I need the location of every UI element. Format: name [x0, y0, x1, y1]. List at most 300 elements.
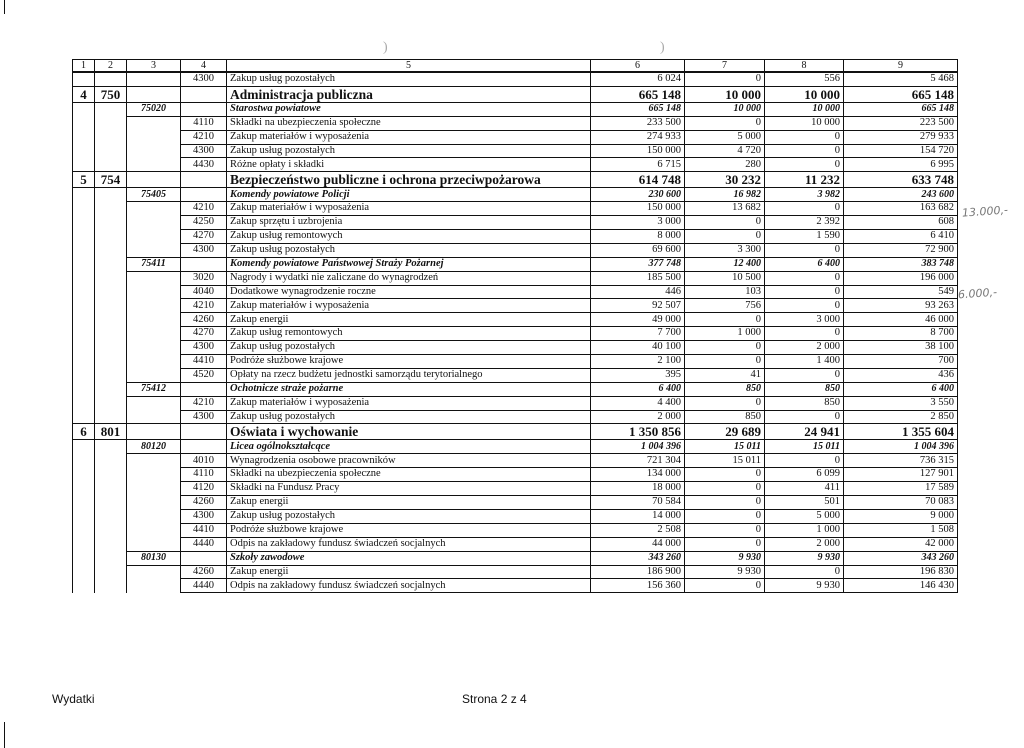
rozdzial-cell [127, 271, 181, 285]
rozdzial-cell [127, 482, 181, 496]
page-number: Strona 2 z 4 [462, 692, 527, 706]
plan-po-zmianach-cell: 608 [844, 216, 958, 230]
rozdzial-cell: 80120 [127, 440, 181, 454]
zmniejszenia-cell: 411 [765, 482, 844, 496]
plan-cell: 1 350 856 [591, 424, 685, 440]
dzial-cell [73, 355, 95, 369]
plan-cell: 446 [591, 285, 685, 299]
paragraf-cell [181, 551, 227, 565]
plan-po-zmianach-cell: 1 508 [844, 523, 958, 537]
table-row [73, 579, 958, 593]
zwiekszenia-cell: 9 930 [685, 565, 765, 579]
plan-cell: 395 [591, 368, 685, 382]
rozdzial-cell [127, 579, 181, 593]
plan-cell: 92 507 [591, 299, 685, 313]
paragraf-cell: 4210 [181, 396, 227, 410]
zmniejszenia-cell: 2 392 [765, 216, 844, 230]
zmniejszenia-cell: 0 [765, 158, 844, 172]
paragraf-cell: 4210 [181, 299, 227, 313]
plan-po-zmianach-cell: 5 468 [844, 72, 958, 86]
plan-po-zmianach-cell: 700 [844, 355, 958, 369]
rozdzial-cell [127, 410, 181, 424]
zmniejszenia-cell: 0 [765, 565, 844, 579]
rozdzial-prefix-cell [95, 468, 127, 482]
zwiekszenia-cell: 0 [685, 216, 765, 230]
zmniejszenia-cell: 2 000 [765, 537, 844, 551]
zwiekszenia-cell: 0 [685, 523, 765, 537]
dzial-cell [73, 188, 95, 202]
tresc-cell: Zakup usług pozostałych [227, 243, 591, 257]
dzial-cell [73, 551, 95, 565]
tresc-cell: Szkoły zawodowe [227, 551, 591, 565]
rozdzial-prefix-cell [95, 285, 127, 299]
rozdzial-cell [127, 424, 181, 440]
left-margin-line [4, 722, 5, 748]
plan-po-zmianach-cell: 383 748 [844, 257, 958, 271]
tresc-cell: Zakup usług pozostałych [227, 410, 591, 424]
dzial-cell [73, 482, 95, 496]
plan-cell: 6 715 [591, 158, 685, 172]
dzial-cell [73, 396, 95, 410]
rozdzial-cell [127, 537, 181, 551]
rozdzial-prefix-cell [95, 144, 127, 158]
plan-po-zmianach-cell: 6 400 [844, 382, 958, 396]
plan-po-zmianach-cell: 42 000 [844, 537, 958, 551]
tresc-cell: Zakup sprzętu i uzbrojenia [227, 216, 591, 230]
subsection-row [73, 440, 958, 454]
zmniejszenia-cell: 1 400 [765, 355, 844, 369]
zmniejszenia-cell: 0 [765, 202, 844, 216]
dzial-cell [73, 285, 95, 299]
plan-cell: 721 304 [591, 454, 685, 468]
paragraf-cell: 4260 [181, 565, 227, 579]
zmniejszenia-cell: 15 011 [765, 440, 844, 454]
rozdzial-cell [127, 72, 181, 86]
dzial-cell [73, 144, 95, 158]
zwiekszenia-cell: 3 300 [685, 243, 765, 257]
tresc-cell: Opłaty na rzecz budżetu jednostki samorządu terytorialnego [227, 368, 591, 382]
rozdzial-prefix-cell [95, 130, 127, 144]
rozdzial-prefix-cell [95, 158, 127, 172]
tresc-cell: Różne opłaty i składki [227, 158, 591, 172]
dzial-cell: 6 [73, 424, 95, 440]
rozdzial-cell [127, 86, 181, 102]
zmniejszenia-cell: 5 000 [765, 509, 844, 523]
plan-po-zmianach-cell: 665 148 [844, 86, 958, 102]
dzial-cell [73, 368, 95, 382]
tresc-cell: Zakup usług pozostałych [227, 509, 591, 523]
zmniejszenia-cell: 0 [765, 299, 844, 313]
rozdzial-cell [127, 523, 181, 537]
table-row [73, 396, 958, 410]
dzial-cell [73, 202, 95, 216]
table-row [73, 116, 958, 130]
section-row [73, 172, 958, 188]
header-cell: 6 [591, 60, 685, 73]
paragraf-cell: 4300 [181, 509, 227, 523]
rozdzial-prefix-cell [95, 243, 127, 257]
dzial-cell [73, 130, 95, 144]
tresc-cell: Komendy powiatowe Policji [227, 188, 591, 202]
rozdzial-prefix-cell [95, 313, 127, 327]
tresc-cell: Administracja publiczna [227, 86, 591, 102]
zwiekszenia-cell: 13 682 [685, 202, 765, 216]
rozdzial-cell [127, 313, 181, 327]
dzial-cell [73, 230, 95, 244]
plan-po-zmianach-cell: 1 355 604 [844, 424, 958, 440]
table-row [73, 410, 958, 424]
zwiekszenia-cell: 756 [685, 299, 765, 313]
zwiekszenia-cell: 9 930 [685, 551, 765, 565]
rozdzial-prefix-cell [95, 396, 127, 410]
dzial-cell [73, 440, 95, 454]
paragraf-cell: 4040 [181, 285, 227, 299]
rozdzial-cell [127, 285, 181, 299]
dzial-cell [73, 313, 95, 327]
dzial-cell [73, 102, 95, 116]
table-row [73, 202, 958, 216]
table-row [73, 299, 958, 313]
paragraf-cell: 3020 [181, 271, 227, 285]
rozdzial-prefix-cell [95, 102, 127, 116]
tresc-cell: Nagrody i wydatki nie zaliczane do wynagrodzeń [227, 271, 591, 285]
plan-cell: 18 000 [591, 482, 685, 496]
plan-cell: 343 260 [591, 551, 685, 565]
plan-po-zmianach-cell: 2 850 [844, 410, 958, 424]
plan-cell: 6 024 [591, 72, 685, 86]
paragraf-cell: 4210 [181, 202, 227, 216]
paragraf-cell: 4410 [181, 523, 227, 537]
plan-cell: 14 000 [591, 509, 685, 523]
paragraf-cell [181, 188, 227, 202]
table-row [73, 230, 958, 244]
rozdzial-cell [127, 396, 181, 410]
paragraf-cell: 4120 [181, 482, 227, 496]
paragraf-cell: 4250 [181, 216, 227, 230]
zwiekszenia-cell: 0 [685, 341, 765, 355]
subsection-row [73, 551, 958, 565]
rozdzial-prefix-cell [95, 355, 127, 369]
plan-po-zmianach-cell: 3 550 [844, 396, 958, 410]
plan-po-zmianach-cell: 93 263 [844, 299, 958, 313]
tresc-cell: Licea ogólnokształcące [227, 440, 591, 454]
zwiekszenia-cell: 0 [685, 496, 765, 510]
header-cell: 4 [181, 60, 227, 73]
table-row [73, 216, 958, 230]
zwiekszenia-cell: 1 000 [685, 327, 765, 341]
zwiekszenia-cell: 29 689 [685, 424, 765, 440]
dzial-cell [73, 243, 95, 257]
zwiekszenia-cell: 41 [685, 368, 765, 382]
table-row [73, 271, 958, 285]
plan-cell: 377 748 [591, 257, 685, 271]
rozdzial-cell [127, 496, 181, 510]
dzial-cell [73, 341, 95, 355]
zmniejszenia-cell: 11 232 [765, 172, 844, 188]
plan-po-zmianach-cell: 6 995 [844, 158, 958, 172]
dzial-cell [73, 327, 95, 341]
table-row [73, 454, 958, 468]
tresc-cell: Zakup materiałów i wyposażenia [227, 130, 591, 144]
zwiekszenia-cell: 10 000 [685, 102, 765, 116]
table-row [73, 144, 958, 158]
table-row [73, 509, 958, 523]
subsection-row [73, 257, 958, 271]
paragraf-cell: 4110 [181, 116, 227, 130]
zmniejszenia-cell: 850 [765, 396, 844, 410]
table-row [73, 130, 958, 144]
tresc-cell: Składki na ubezpieczenia społeczne [227, 116, 591, 130]
plan-cell: 150 000 [591, 144, 685, 158]
plan-cell: 44 000 [591, 537, 685, 551]
zmniejszenia-cell: 0 [765, 271, 844, 285]
paragraf-cell: 4300 [181, 72, 227, 86]
rozdzial-prefix-cell [95, 72, 127, 86]
header-cell: 8 [765, 60, 844, 73]
paragraf-cell: 4300 [181, 410, 227, 424]
tresc-cell: Zakup energii [227, 313, 591, 327]
rozdzial-prefix-cell [95, 188, 127, 202]
rozdzial-cell [127, 144, 181, 158]
footer-section-label: Wydatki [52, 692, 95, 706]
plan-po-zmianach-cell: 154 720 [844, 144, 958, 158]
table-row [73, 496, 958, 510]
tresc-cell: Starostwa powiatowe [227, 102, 591, 116]
rozdzial-cell [127, 158, 181, 172]
zwiekszenia-cell: 30 232 [685, 172, 765, 188]
zwiekszenia-cell: 5 000 [685, 130, 765, 144]
zwiekszenia-cell: 850 [685, 382, 765, 396]
tresc-cell: Składki na ubezpieczenia społeczne [227, 468, 591, 482]
dzial-cell [73, 468, 95, 482]
zwiekszenia-cell: 16 982 [685, 188, 765, 202]
rozdzial-cell [127, 327, 181, 341]
rozdzial-prefix-cell [95, 454, 127, 468]
zmniejszenia-cell: 24 941 [765, 424, 844, 440]
plan-po-zmianach-cell: 70 083 [844, 496, 958, 510]
zwiekszenia-cell: 0 [685, 72, 765, 86]
zmniejszenia-cell: 0 [765, 243, 844, 257]
dzial-cell [73, 299, 95, 313]
rozdzial-prefix-cell [95, 565, 127, 579]
paragraf-cell [181, 257, 227, 271]
rozdzial-cell [127, 341, 181, 355]
paragraf-cell: 4260 [181, 313, 227, 327]
table-row [73, 482, 958, 496]
rozdzial-cell [127, 454, 181, 468]
rozdzial-cell [127, 116, 181, 130]
subsection-row [73, 102, 958, 116]
rozdzial-cell [127, 216, 181, 230]
paragraf-cell [181, 440, 227, 454]
plan-cell: 2 508 [591, 523, 685, 537]
plan-cell: 185 500 [591, 271, 685, 285]
zwiekszenia-cell: 850 [685, 410, 765, 424]
plan-cell: 8 000 [591, 230, 685, 244]
tresc-cell: Zakup usług remontowych [227, 327, 591, 341]
zwiekszenia-cell: 0 [685, 579, 765, 593]
zwiekszenia-cell: 103 [685, 285, 765, 299]
tresc-cell: Zakup energii [227, 565, 591, 579]
dzial-cell [73, 579, 95, 593]
tresc-cell: Podróże służbowe krajowe [227, 523, 591, 537]
rozdzial-cell [127, 509, 181, 523]
plan-po-zmianach-cell: 343 260 [844, 551, 958, 565]
dzial-cell [73, 216, 95, 230]
plan-po-zmianach-cell: 72 900 [844, 243, 958, 257]
zwiekszenia-cell: 0 [685, 509, 765, 523]
plan-po-zmianach-cell: 436 [844, 368, 958, 382]
zmniejszenia-cell: 0 [765, 285, 844, 299]
plan-cell: 665 148 [591, 102, 685, 116]
rozdzial-cell: 75412 [127, 382, 181, 396]
header-cell: 1 [73, 60, 95, 73]
plan-cell: 40 100 [591, 341, 685, 355]
rozdzial-cell: 80130 [127, 551, 181, 565]
rozdzial-prefix-cell [95, 509, 127, 523]
dzial-cell [73, 523, 95, 537]
plan-po-zmianach-cell: 46 000 [844, 313, 958, 327]
zwiekszenia-cell: 4 720 [685, 144, 765, 158]
rozdzial-cell [127, 202, 181, 216]
plan-po-zmianach-cell: 549 [844, 285, 958, 299]
tresc-cell: Zakup energii [227, 496, 591, 510]
zmniejszenia-cell: 10 000 [765, 116, 844, 130]
plan-po-zmianach-cell: 665 148 [844, 102, 958, 116]
plan-cell: 4 400 [591, 396, 685, 410]
zmniejszenia-cell: 1 000 [765, 523, 844, 537]
plan-po-zmianach-cell: 736 315 [844, 454, 958, 468]
rozdzial-cell [127, 565, 181, 579]
left-margin-line [4, 0, 5, 14]
paragraf-cell: 4440 [181, 537, 227, 551]
plan-po-zmianach-cell: 127 901 [844, 468, 958, 482]
paragraf-cell: 4260 [181, 496, 227, 510]
plan-cell: 2 100 [591, 355, 685, 369]
rozdzial-cell [127, 230, 181, 244]
zwiekszenia-cell: 10 000 [685, 86, 765, 102]
rozdzial-cell [127, 368, 181, 382]
header-cell: 2 [95, 60, 127, 73]
dzial-cell: 5 [73, 172, 95, 188]
zmniejszenia-cell: 10 000 [765, 102, 844, 116]
plan-cell: 1 004 396 [591, 440, 685, 454]
zmniejszenia-cell: 0 [765, 144, 844, 158]
hole-punch-mark: ) [383, 40, 388, 55]
rozdzial-prefix-cell [95, 551, 127, 565]
header-cell: 9 [844, 60, 958, 73]
plan-po-zmianach-cell: 9 000 [844, 509, 958, 523]
plan-cell: 2 000 [591, 410, 685, 424]
zwiekszenia-cell: 0 [685, 355, 765, 369]
dzial-cell [73, 257, 95, 271]
paragraf-cell [181, 424, 227, 440]
rozdzial-cell: 75411 [127, 257, 181, 271]
hole-punch-mark: ) [660, 40, 665, 55]
header-cell: 7 [685, 60, 765, 73]
zmniejszenia-cell: 0 [765, 130, 844, 144]
plan-cell: 3 000 [591, 216, 685, 230]
table-row [73, 468, 958, 482]
tresc-cell: Zakup materiałów i wyposażenia [227, 299, 591, 313]
dzial-cell [73, 271, 95, 285]
plan-cell: 150 000 [591, 202, 685, 216]
rozdzial-prefix-cell [95, 202, 127, 216]
dzial-cell [73, 116, 95, 130]
table-row [73, 537, 958, 551]
plan-cell: 70 584 [591, 496, 685, 510]
rozdzial-cell [127, 130, 181, 144]
zmniejszenia-cell: 9 930 [765, 551, 844, 565]
paragraf-cell: 4300 [181, 341, 227, 355]
tresc-cell: Podróże służbowe krajowe [227, 355, 591, 369]
plan-cell: 186 900 [591, 565, 685, 579]
paragraf-cell: 4270 [181, 327, 227, 341]
zmniejszenia-cell: 6 400 [765, 257, 844, 271]
zwiekszenia-cell: 0 [685, 313, 765, 327]
paragraf-cell: 4270 [181, 230, 227, 244]
zmniejszenia-cell: 3 000 [765, 313, 844, 327]
rozdzial-cell [127, 243, 181, 257]
zmniejszenia-cell: 501 [765, 496, 844, 510]
rozdzial-cell: 75405 [127, 188, 181, 202]
handwritten-note: 6.000,- [957, 285, 998, 302]
paragraf-cell: 4110 [181, 468, 227, 482]
rozdzial-prefix-cell: 750 [95, 86, 127, 102]
rozdzial-prefix-cell [95, 579, 127, 593]
tresc-cell: Zakup materiałów i wyposażenia [227, 202, 591, 216]
paragraf-cell: 4440 [181, 579, 227, 593]
plan-po-zmianach-cell: 1 004 396 [844, 440, 958, 454]
rozdzial-prefix-cell [95, 410, 127, 424]
tresc-cell: Komendy powiatowe Państwowej Straży Pożarnej [227, 257, 591, 271]
paragraf-cell: 4010 [181, 454, 227, 468]
paragraf-cell: 4300 [181, 243, 227, 257]
dzial-cell [73, 509, 95, 523]
paragraf-cell: 4410 [181, 355, 227, 369]
zmniejszenia-cell: 3 982 [765, 188, 844, 202]
zmniejszenia-cell: 0 [765, 327, 844, 341]
zwiekszenia-cell: 0 [685, 116, 765, 130]
plan-po-zmianach-cell: 633 748 [844, 172, 958, 188]
plan-cell: 233 500 [591, 116, 685, 130]
rozdzial-prefix-cell [95, 257, 127, 271]
dzial-cell [73, 158, 95, 172]
plan-cell: 230 600 [591, 188, 685, 202]
zwiekszenia-cell: 0 [685, 482, 765, 496]
zmniejszenia-cell: 9 930 [765, 579, 844, 593]
plan-po-zmianach-cell: 279 933 [844, 130, 958, 144]
header-cell: 5 [227, 60, 591, 73]
tresc-cell: Dodatkowe wynagrodzenie roczne [227, 285, 591, 299]
table-row [73, 368, 958, 382]
zwiekszenia-cell: 15 011 [685, 454, 765, 468]
plan-po-zmianach-cell: 223 500 [844, 116, 958, 130]
tresc-cell: Zakup materiałów i wyposażenia [227, 396, 591, 410]
plan-po-zmianach-cell: 6 410 [844, 230, 958, 244]
paragraf-cell [181, 382, 227, 396]
subsection-row [73, 188, 958, 202]
plan-cell: 7 700 [591, 327, 685, 341]
rozdzial-prefix-cell [95, 382, 127, 396]
rozdzial-prefix-cell [95, 271, 127, 285]
table-row [73, 72, 958, 86]
plan-po-zmianach-cell: 196 000 [844, 271, 958, 285]
zwiekszenia-cell: 280 [685, 158, 765, 172]
handwritten-note: 13.000,- [961, 203, 1009, 220]
tresc-cell: Składki na Fundusz Pracy [227, 482, 591, 496]
zwiekszenia-cell: 10 500 [685, 271, 765, 285]
